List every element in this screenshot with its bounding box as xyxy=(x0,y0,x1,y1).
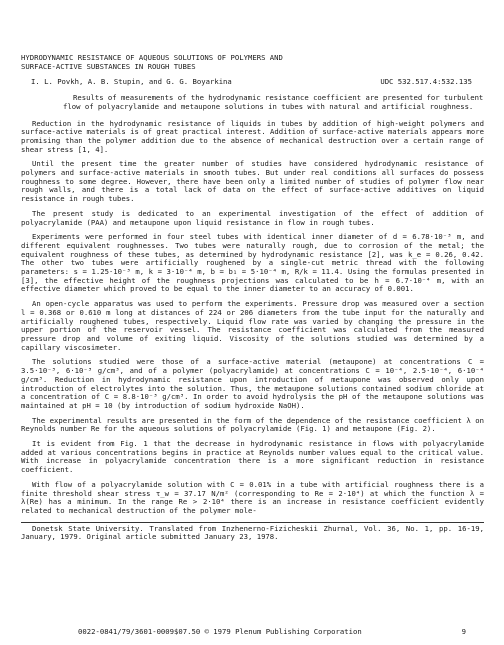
page-footer xyxy=(21,628,484,637)
paragraph: Until the present time the greater number of studies have considered hydrodynamic resistance of polymers and surface-active materials in smooth tubes. But under real conditions all surfaces do possess roughness to some degree. However, there have been only a limited number of studies of polymer flow near rough walls, and there is a total lack of data on the effect of surface-active additives on liquid resistance in rough tubes. xyxy=(21,159,484,204)
paragraph: The present study is dedicated to an experimental investigation of the effect of addition of polyacrylamide (PAA) and metaupone upon liquid resistance in flow in rough tubes. xyxy=(21,208,484,227)
article-body xyxy=(21,120,484,516)
title-line-1: HYDRODYNAMIC RESISTANCE OF AQUEOUS SOLUTIONS OF POLYMERS AND xyxy=(21,53,283,62)
page-number: 9 xyxy=(461,627,466,636)
paragraph: Experiments were performed in four steel tubes with identical inner diameter of d = 6.78·10⁻³ m, and different equivalent roughnesses. Two tubes were naturally rough, due to corrosion of the metal; the equivalent roughness of these tubes, as determined by hydrodynamic resistance [2], was k_e = 0.26, 0.42. The other two tubes were artificially roughened by a single-cut metric thread with the following parameters: s = 1.25·10⁻³ m, k = 3·10⁻⁴ m, b = b₁ = 5·10⁻⁴ m, R/k = 11.4. Using the formulas presented in [3], the effective height of the roughness projections was calculated to be h = 6.7·10⁻⁴ m, with an effective diameter which proved to be equal to the inner diameter to an accuracy of 0.001. xyxy=(21,232,484,294)
publisher-code: 0022-0841/79/3601-0009$07.50 © 1979 Plenum Publishing Corporation xyxy=(78,627,362,636)
paragraph: The solutions studied were those of a surface-active material (metaupone) at concentrations C = 3.5·10⁻³, 6·10⁻³ g/cm³, and of a polymer (polyacrylamide) at concentrations C = 10⁻⁴, 2.5·10⁻⁴, 6·10⁻⁴ g/cm³. Reduction in hydrodynamic resistance upon introduction of metaupone was observed only upon introduction of electrolytes into the solution. Thus, the metaupone solutions contained sodium chloride at a concentration of C = 8.8·10⁻³ g/cm³. In order to avoid hydrolysis the pH of the metaupone solutions was maintained at pH = 10 (by introduction of sodium hydroxide NaOH). xyxy=(21,357,484,410)
footnote: Donetsk State University. Translated from Inzhenerno-Fizicheskii Zhurnal, Vol. 36, No. 1, pp. 16-19, January, 1979. Original article submitted January 23, 1978. xyxy=(21,523,484,542)
udc-code: UDC 532.517.4:532.135 xyxy=(380,77,472,87)
title-line-2: SURFACE-ACTIVE SUBSTANCES IN ROUGH TUBES xyxy=(21,61,196,71)
footnote-divider xyxy=(21,522,484,523)
paragraph: It is evident from Fig. 1 that the decrease in hydrodynamic resistance in flows with polyacrylamide added at various concentrations begins in practice at Reynolds number values equal to the critical value. With increase in polyacrylamide concentration there is a more significant reduction in resistance coefficient. xyxy=(21,439,484,475)
paragraph: An open-cycle apparatus was used to perform the experiments. Pressure drop was measured over a section l = 0.368 or 0.610 m long at distances of 224 or 206 diameters from the tube input for the naturally and artificially roughened tubes, respectively. Liquid flow rate was varied by changing the pressure in the upper portion of the reservoir vessel. The resistance coefficient was calculated from the measured pressure drop and volume of exiting liquid. Viscosity of the solutions studied was determined by a capillary viscosimeter. xyxy=(21,299,484,352)
paragraph: Reduction in the hydrodynamic resistance of liquids in tubes by addition of high-weight polymers and surface-active materials is of great practical interest. Addition of surface-active materials appears more promising than the polymer addition due to the absence of mechanical destruction over a certain range of shear stress [1, 4]. xyxy=(21,118,484,154)
abstract xyxy=(63,94,484,111)
paragraph: With flow of a polyacrylamide solution with C = 0.01% in a tube with artificial roughness there is a finite threshold shear stress τ_w = 37.17 N/m² (corresponding to Re = 2·10⁴) at which the function λ = λ(Re) has a minimum. In the range Re > 2·10⁴ there is an increase in resistance coefficient evidently related to mechanical destruction of the polymer mole- xyxy=(21,479,484,515)
abstract-text: Results of measurements of the hydrodynamic resistance coefficient are presented for turbulent flow of polyacrylamide and metaupone solutions in tubes with natural and artificial roughness. xyxy=(63,93,484,111)
paragraph: The experimental results are presented in the form of the dependence of the resistance coefficient λ on Reynolds number Re for the aqueous solutions of polyacrylamide (Fig. 1) and metaupone (Fig. 2). xyxy=(21,415,484,434)
article-title xyxy=(21,54,484,71)
byline xyxy=(21,78,484,87)
authors: I. L. Povkh, A. B. Stupin, and G. G. Boyarkina xyxy=(31,77,232,87)
